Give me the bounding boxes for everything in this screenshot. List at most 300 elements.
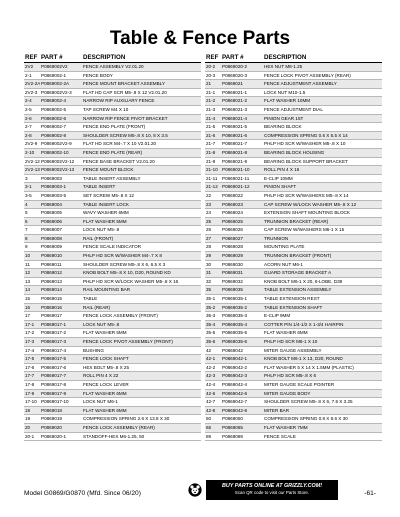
cell-ref: 2-4 <box>24 97 40 106</box>
table-row <box>205 234 382 243</box>
cell-part-number: P0869021-11 <box>221 174 263 183</box>
table-row <box>24 355 201 364</box>
cell-part-number: P0869002V2-13 <box>40 166 82 175</box>
cell-description: FLAT WASHER 5MM <box>82 329 201 338</box>
cell-description: PINION SHAFT <box>263 183 382 192</box>
cell-ref: 21-9 <box>205 157 221 166</box>
banner-subline: Scan QR code to visit our Parts Store. <box>234 490 310 495</box>
cell-ref: 21-6 <box>205 131 221 140</box>
cell-part-number: P0869042-8 <box>221 406 263 415</box>
table-row <box>205 200 382 209</box>
cell-description: MITER GAUGE SCALE POINTER <box>263 380 382 389</box>
cell-ref: 35-3 <box>205 312 221 321</box>
table-row <box>24 346 201 355</box>
cell-description: CAP SCREW W/WASHERS M6-1 X 15 <box>263 226 382 235</box>
cell-description: TAP SCREW M4 X 10 <box>82 105 201 114</box>
table-row <box>205 277 382 286</box>
cell-part-number: P0869020-3 <box>221 71 263 80</box>
cell-ref: 21-2 <box>205 97 221 106</box>
table-row <box>24 415 201 424</box>
cell-part-number: P0869027 <box>221 234 263 243</box>
table-row <box>205 312 382 321</box>
cell-ref: 21-7 <box>205 140 221 149</box>
cell-part-number: P0869021-1 <box>221 88 263 97</box>
table-row <box>205 269 382 278</box>
cell-ref: 2V2-13 <box>24 166 40 175</box>
cell-description: MITER GAUGE ASSEMBLY <box>263 346 382 355</box>
cell-ref: 2-5 <box>24 105 40 114</box>
cell-ref: 50 <box>205 415 221 424</box>
cell-part-number: P0869017-1 <box>40 320 82 329</box>
cell-part-number: P0869042-7 <box>221 398 263 407</box>
cell-description: ACORN NUT M6-1 <box>263 260 382 269</box>
banner-headline: BUY PARTS ONLINE AT GRIZZLY.COM! <box>221 483 323 489</box>
cell-part-number: P0869025 <box>221 217 263 226</box>
table-row <box>24 157 201 166</box>
cell-ref: 16 <box>24 303 40 312</box>
cell-part-number: P0869017-8 <box>40 380 82 389</box>
cell-part-number: P0869042-6 <box>221 389 263 398</box>
cell-description: E-CLIP 10MM <box>263 174 382 183</box>
cell-ref: 17-7 <box>24 372 40 381</box>
cell-description: COMPRESSION SPRING 2.6 X 13.8 X 30 <box>82 415 201 424</box>
cell-description: RAIL MOUNTING BAR <box>82 286 201 295</box>
table-row <box>24 260 201 269</box>
table-row <box>205 363 382 372</box>
cell-description: FENCE LOCK LEVER <box>82 380 201 389</box>
cell-part-number: P0869013 <box>40 277 82 286</box>
cell-description: STANDOFF-HEX M6-1.25, 50 <box>82 432 201 441</box>
cell-part-number: P0869017-9 <box>40 389 82 398</box>
table-row <box>24 105 201 114</box>
cell-description: BEARING BLOCK HOUSING <box>263 148 382 157</box>
cell-part-number: P0869065 <box>221 423 263 432</box>
cell-description: TRUNNION BRACKET (FRONT) <box>263 252 382 261</box>
cell-ref: 15 <box>24 295 40 304</box>
cell-description: TABLE EXTENSION ASSEMBLY <box>263 286 382 295</box>
table-row <box>24 140 201 149</box>
cell-part-number: P0869021-2 <box>221 97 263 106</box>
cell-part-number: P0869006 <box>40 217 82 226</box>
table-row <box>205 71 382 80</box>
cell-ref: 2-10 <box>24 148 40 157</box>
cell-ref: 17-9 <box>24 389 40 398</box>
cell-description: PINION GEAR 15T <box>263 114 382 123</box>
cell-description: MOUNTING PLATE <box>263 243 382 252</box>
table-row <box>205 320 382 329</box>
cell-description: TABLE EXTENSION SHAFT <box>263 303 382 312</box>
cell-description: COMPRESSION SPRING 0.8 X 8.6 X 30 <box>263 415 382 424</box>
cell-description: SHOULDER SCREW M5-.8 X 10, 8 X 3.5 <box>82 131 201 140</box>
table-row <box>205 252 382 261</box>
cell-ref: 30 <box>205 260 221 269</box>
table-row <box>205 80 382 89</box>
cell-part-number: P0869002-6 <box>40 114 82 123</box>
cell-part-number: P0869024 <box>221 209 263 218</box>
table-row <box>24 114 201 123</box>
cell-ref: 17-4 <box>24 346 40 355</box>
cell-ref: 42-2 <box>205 363 221 372</box>
cell-ref: 17-5 <box>24 355 40 364</box>
header-part: PART # <box>40 54 82 63</box>
cell-part-number: P0869008 <box>40 234 82 243</box>
cell-part-number: P0869021-5 <box>221 123 263 132</box>
cell-ref: 42-7 <box>205 398 221 407</box>
header-ref: REF <box>24 54 40 63</box>
cell-ref: 4 <box>24 200 40 209</box>
cell-description: BUSHING <box>82 346 201 355</box>
table-row <box>205 63 382 72</box>
cell-ref: 17-2 <box>24 329 40 338</box>
table-row <box>24 191 201 200</box>
cell-part-number: P0869089 <box>221 432 263 441</box>
cell-part-number: P0869017-4 <box>40 346 82 355</box>
table-row <box>24 217 201 226</box>
cell-part-number: P0869002-10 <box>40 148 82 157</box>
cell-ref: 21-1 <box>205 88 221 97</box>
cell-part-number: P0869017-3 <box>40 338 82 347</box>
cell-ref: 21-8 <box>205 148 221 157</box>
cell-description: SHOULDER SCREW M5-.8 X 6, 7.5 X 3.25 <box>263 398 382 407</box>
cell-ref: 21-5 <box>205 123 221 132</box>
cell-part-number: P0869002-8 <box>40 131 82 140</box>
cell-description: NARROW RIP AUXILIARY FENCE <box>82 97 201 106</box>
table-row <box>24 329 201 338</box>
table-row <box>205 148 382 157</box>
header-ref: REF <box>205 54 221 63</box>
cell-part-number: P0869009 <box>40 243 82 252</box>
cell-description: FLAT WASHER 5 X 14 X 1.5MM (PLASTIC) <box>263 363 382 372</box>
cell-ref: 17-6 <box>24 363 40 372</box>
cell-part-number: P0869012 <box>40 269 82 278</box>
table-row <box>205 355 382 364</box>
cell-ref: 20 <box>24 423 40 432</box>
cell-ref: 8 <box>24 234 40 243</box>
cell-description: BEARING BLOCK <box>263 123 382 132</box>
table-row <box>24 166 201 175</box>
cell-part-number: P0869002-4 <box>40 97 82 106</box>
cell-description: HEX NUT M8-1.25 <box>263 63 382 72</box>
table-row <box>205 217 382 226</box>
cell-ref: 2-6 <box>24 114 40 123</box>
cell-part-number: P0869023 <box>221 200 263 209</box>
table-row <box>205 303 382 312</box>
cell-part-number: P0869022 <box>221 191 263 200</box>
cell-part-number: P0869007 <box>40 226 82 235</box>
cell-description: LOCK NUT M5-.8 <box>82 320 201 329</box>
table-row <box>24 398 201 407</box>
cell-description: FENCE END PLATE (REAR) <box>82 148 201 157</box>
cell-part-number: P0869021-9 <box>221 157 263 166</box>
cell-description: ROLL PIN 4 X 16 <box>263 166 382 175</box>
cell-ref: 35-2 <box>205 303 221 312</box>
cell-description: COTTER PIN 1/4-1/2 X 1-3/4 HAIRPIN <box>263 320 382 329</box>
cell-ref: 17-10 <box>24 398 40 407</box>
cell-description: EXTENSION SHAFT MOUNTING BLOCK <box>263 209 382 218</box>
cell-part-number: P0869017-5 <box>40 355 82 364</box>
cell-description: MITER GAUGE BODY <box>263 389 382 398</box>
cell-description: BEARING BLOCK SUPPORT BRACKET <box>263 157 382 166</box>
cell-part-number: P0869032 <box>221 277 263 286</box>
cell-part-number: P0869017-10 <box>40 398 82 407</box>
parts-table-right <box>205 54 382 441</box>
cell-part-number: P0869035 <box>221 286 263 295</box>
table-header-row <box>205 54 382 63</box>
cell-description: FENCE END PLATE (FRONT) <box>82 123 201 132</box>
cell-part-number: P0869035-2 <box>221 303 263 312</box>
cell-part-number: P0869002V2-12 <box>40 157 82 166</box>
cell-description: FENCE ADJUSTMENT ASSEMBLY <box>263 80 382 89</box>
cell-part-number: P0869002V2 <box>40 63 82 72</box>
cell-part-number: P0869035-6 <box>221 338 263 347</box>
table-row <box>205 286 382 295</box>
grizzly-bear-icon <box>188 483 202 497</box>
cell-description: FENCE SCALE INDICATOR <box>82 243 201 252</box>
cell-part-number: P0869002-7 <box>40 123 82 132</box>
cell-part-number: P0869021-3 <box>221 105 263 114</box>
cell-part-number: P0869017-7 <box>40 372 82 381</box>
cell-ref: 22 <box>205 191 221 200</box>
cell-ref: 35-5 <box>205 329 221 338</box>
cell-ref: 21-12 <box>205 183 221 192</box>
cell-description: FENCE MOUNT BLOCK <box>82 166 201 175</box>
cell-ref: 65 <box>205 423 221 432</box>
cell-part-number: P0869002-2A <box>40 80 82 89</box>
cell-description: TABLE INSERT LOCK <box>82 200 201 209</box>
cell-description: PHLP HD SCR W/WASHER M4-.7 X 8 <box>82 252 201 261</box>
cell-ref: 42-8 <box>205 406 221 415</box>
table-row <box>24 243 201 252</box>
cell-part-number: P0869004 <box>40 200 82 209</box>
cell-ref: 20-2 <box>205 63 221 72</box>
table-row <box>205 97 382 106</box>
parts-list-left <box>24 63 201 441</box>
table-row <box>24 71 201 80</box>
cell-part-number: P0869021-6 <box>221 131 263 140</box>
cell-ref: 89 <box>205 432 221 441</box>
page-footer <box>24 478 376 504</box>
cell-description: FENCE LOCK ASSEMBLY (REAR) <box>82 423 201 432</box>
cell-description: FENCE LOCK ASSEMBLY (FRONT) <box>82 312 201 321</box>
cell-description: KNOB BOLT M6-1 X 20, 6-LOBE, D38 <box>263 277 382 286</box>
table-row <box>24 97 201 106</box>
cell-part-number: P0869015 <box>40 295 82 304</box>
cell-description: FENCE ADJUSTMENT DIAL <box>263 105 382 114</box>
cell-description: FLAT WASHER 5MM <box>82 217 201 226</box>
cell-description: FLAT WASHER 6MM <box>82 389 201 398</box>
cell-part-number: P0869028 <box>221 243 263 252</box>
table-row <box>24 200 201 209</box>
cell-description: PHLP HD SCR M6-1 X 10 <box>263 338 382 347</box>
table-row <box>205 406 382 415</box>
cell-part-number: P0869021-12 <box>221 183 263 192</box>
table-row <box>205 209 382 218</box>
cell-part-number: P0869031 <box>221 269 263 278</box>
cell-ref: 21-11 <box>205 174 221 183</box>
cell-description: TABLE <box>82 295 201 304</box>
cell-part-number: P0869014 <box>40 286 82 295</box>
cell-part-number: P0869018 <box>40 406 82 415</box>
cell-ref: 17-3 <box>24 338 40 347</box>
cell-description: FENCE ASSEMBLY V2.01.20 <box>82 63 201 72</box>
table-row <box>24 209 201 218</box>
cell-part-number: P0869042-1 <box>221 355 263 364</box>
cell-description: PHLP HD SCR W/LOCK WASHER M5-.8 X 16 <box>82 277 201 286</box>
table-row <box>205 338 382 347</box>
cell-ref: 21-4 <box>205 114 221 123</box>
cell-ref: 31 <box>205 269 221 278</box>
cell-ref: 35 <box>205 286 221 295</box>
table-row <box>24 277 201 286</box>
table-row <box>24 380 201 389</box>
buy-parts-banner[interactable] <box>206 480 338 500</box>
table-row <box>24 295 201 304</box>
cell-ref: 35-4 <box>205 320 221 329</box>
cell-ref: 42-6 <box>205 389 221 398</box>
table-row <box>205 329 382 338</box>
model-label: Model G0869/G0870 (Mfd. Since 06/20) <box>24 490 141 497</box>
cell-part-number: P0869021-4 <box>221 114 263 123</box>
table-row <box>24 286 201 295</box>
cell-part-number: P0869021-8 <box>221 148 263 157</box>
cell-ref: 28 <box>205 243 221 252</box>
cell-description: MITER BAR <box>263 406 382 415</box>
cell-part-number: P0869029 <box>221 252 263 261</box>
cell-description: FENCE BODY <box>82 71 201 80</box>
table-row <box>24 406 201 415</box>
cell-description: TABLE EXTENSION REST <box>263 295 382 304</box>
cell-description: TRUNNION <box>263 234 382 243</box>
cell-description: FENCE MOUNT BRACKET ASSEMBLY <box>82 80 201 89</box>
cell-description: FLAT WASHER 6MM <box>263 329 382 338</box>
table-row <box>205 114 382 123</box>
table-row <box>24 226 201 235</box>
table-row <box>24 131 201 140</box>
table-row <box>24 63 201 72</box>
cell-ref: 5 <box>24 209 40 218</box>
table-row <box>205 295 382 304</box>
cell-ref: 19 <box>24 415 40 424</box>
table-row <box>205 183 382 192</box>
cell-part-number: P0869020-1 <box>40 432 82 441</box>
cell-description: FLAT HD CAP SCR M5-.8 X 12 V2.01.20 <box>82 88 201 97</box>
cell-part-number: P0869016 <box>40 303 82 312</box>
cell-ref: 2-1 <box>24 71 40 80</box>
table-row <box>24 312 201 321</box>
cell-ref: 26 <box>205 226 221 235</box>
table-row <box>205 346 382 355</box>
parts-tables <box>24 54 382 441</box>
cell-description: TABLE INSERT <box>82 183 201 192</box>
cell-ref: 2V2 <box>24 63 40 72</box>
cell-description: RAIL (FRONT) <box>82 234 201 243</box>
cell-ref: 17-1 <box>24 320 40 329</box>
cell-description: FENCE SCALE <box>263 432 382 441</box>
cell-description: FLAT WASHER 10MM <box>263 97 382 106</box>
table-row <box>205 423 382 432</box>
cell-description: CAP SCREW W/LOCK WASHER M5-.8 X 12 <box>263 200 382 209</box>
cell-ref: 20-3 <box>205 71 221 80</box>
table-row <box>24 372 201 381</box>
cell-description: FENCE LOCK SHAFT <box>82 355 201 364</box>
header-part: PART # <box>221 54 263 63</box>
cell-part-number: P0869021-10 <box>221 166 263 175</box>
cell-ref: 3-1 <box>24 183 40 192</box>
cell-ref: 35-1 <box>205 295 221 304</box>
cell-ref: 21-10 <box>205 166 221 175</box>
table-row <box>205 380 382 389</box>
cell-part-number: P0869035-5 <box>221 329 263 338</box>
cell-description: LOCK NUT M10-1.5 <box>263 88 382 97</box>
cell-part-number: P0869030 <box>221 260 263 269</box>
cell-description: HEX BOLT M5-.8 X 25 <box>82 363 201 372</box>
table-row <box>24 269 201 278</box>
cell-description: RAIL (REAR) <box>82 303 201 312</box>
table-row <box>24 174 201 183</box>
cell-description: SHOULDER SCREW M5-.8 X 6, 6.5 X 3 <box>82 260 201 269</box>
table-header-row <box>24 54 201 63</box>
cell-part-number: P0869002-1 <box>40 71 82 80</box>
table-row <box>24 363 201 372</box>
cell-part-number: P0869010 <box>40 252 82 261</box>
table-row <box>24 389 201 398</box>
page-number: -61- <box>364 490 376 497</box>
cell-part-number: P0869050 <box>221 415 263 424</box>
cell-ref: 11 <box>24 260 40 269</box>
cell-ref: 42-3 <box>205 372 221 381</box>
cell-description: SET SCREW M5-.8 X 12 <box>82 191 201 200</box>
cell-description: PHLP HD SCR W/WASHER M5-.8 X 10 <box>263 140 382 149</box>
table-row <box>205 226 382 235</box>
cell-part-number: P0869003-1 <box>40 183 82 192</box>
cell-description: GUARD STORAGE BRACKET A <box>263 269 382 278</box>
table-row <box>24 252 201 261</box>
cell-ref: 9 <box>24 243 40 252</box>
table-row <box>205 105 382 114</box>
cell-ref: 18 <box>24 406 40 415</box>
cell-ref: 14 <box>24 286 40 295</box>
table-row <box>205 157 382 166</box>
cell-part-number: P0869002-5 <box>40 105 82 114</box>
cell-ref: 2V2-3 <box>24 88 40 97</box>
cell-description: E-CLIP 9MM <box>263 312 382 321</box>
cell-ref: 13 <box>24 277 40 286</box>
cell-ref: 7 <box>24 226 40 235</box>
table-row <box>205 260 382 269</box>
cell-part-number: P0869017 <box>40 312 82 321</box>
cell-part-number: P0869017-2 <box>40 329 82 338</box>
cell-part-number: P0869005 <box>40 209 82 218</box>
cell-description: LOCK NUT M6-1 <box>82 398 201 407</box>
cell-part-number: P0869002V2-3 <box>40 88 82 97</box>
table-row <box>24 234 201 243</box>
cell-description: FLAT WASHER 7MM <box>263 423 382 432</box>
cell-ref: 2-8 <box>24 131 40 140</box>
cell-part-number: P0869042-2 <box>221 363 263 372</box>
cell-ref: 35-6 <box>205 338 221 347</box>
cell-ref: 29 <box>205 252 221 261</box>
table-row <box>205 140 382 149</box>
cell-part-number: P0869002V2-9 <box>40 140 82 149</box>
cell-ref: 21 <box>205 80 221 89</box>
cell-description: ROLL PIN 4 X 22 <box>82 372 201 381</box>
cell-description: KNOB BOLT M6-1 X 13, D20, ROUND <box>263 355 382 364</box>
cell-part-number: P0869019 <box>40 415 82 424</box>
cell-part-number: P0869042-4 <box>221 380 263 389</box>
table-row <box>24 183 201 192</box>
table-row <box>205 243 382 252</box>
table-row <box>205 123 382 132</box>
